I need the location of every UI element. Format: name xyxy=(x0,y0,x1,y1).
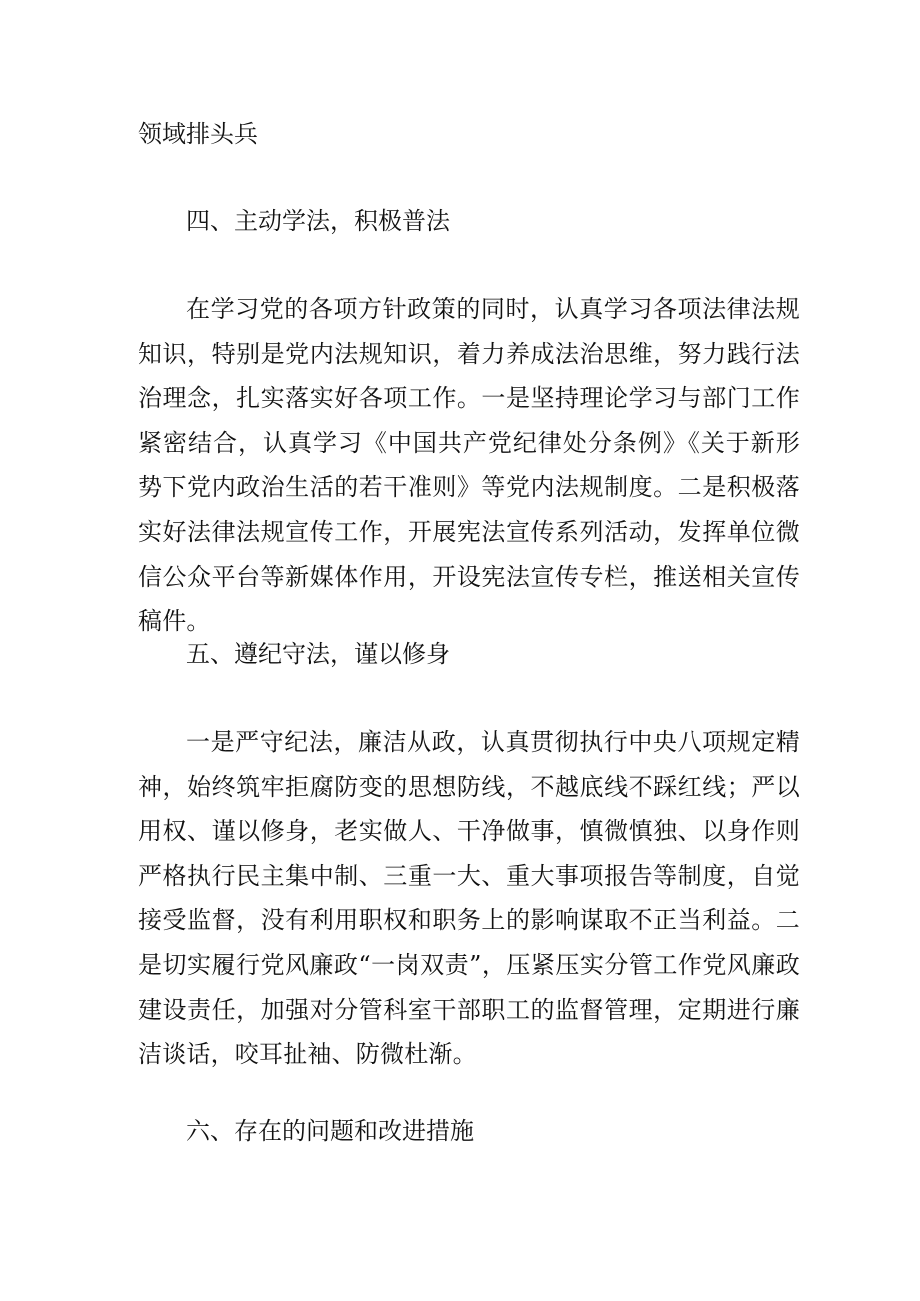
section-paragraph-4: 在学习党的各项方针政策的同时，认真学习各项法律法规知识，特别是党内法规知识，着力养成法治思维，努力践行法治理念，扎实落实好各项工作。一是坚持理论学习与部门工作紧密结合，认真学习《中国共产党纪律处分条例》《关于新形势下党内政治生活的若干准则》等党内法规制度。二是积极落实好法律法规宣传工作，开展宪法宣传系列活动，发挥单位微信公众平台等新媒体作用，开设宪法宣传专栏，推送相关宣传稿件。 xyxy=(138,295,800,636)
section-heading-4: 四、主动学法，积极普法 xyxy=(186,207,450,235)
continuation-line: 领域排头兵 xyxy=(138,120,258,148)
section-heading-6: 六、存在的问题和改进措施 xyxy=(186,1117,474,1145)
section-paragraph-5: 一是严守纪法，廉洁从政，认真贯彻执行中央八项规定精神，始终筑牢拒腐防变的思想防线，不越底线不踩红线；严以用权、谨以修身，老实做人、干净做事，慎微慎独、以身作则严格执行民主集中制、三重一大、重大事项报告等制度，自觉接受监督，没有利用职权和职务上的影响谋取不正当利益。二是切实履行党风廉政“一岗双责”，压紧压实分管工作党风廉政建设责任，加强对分管科室干部职工的监督管理，定期进行廉洁谈话，咬耳扯袖、防微杜渐。 xyxy=(138,728,800,1069)
section-heading-5: 五、遵纪守法，谨以修身 xyxy=(186,640,450,668)
